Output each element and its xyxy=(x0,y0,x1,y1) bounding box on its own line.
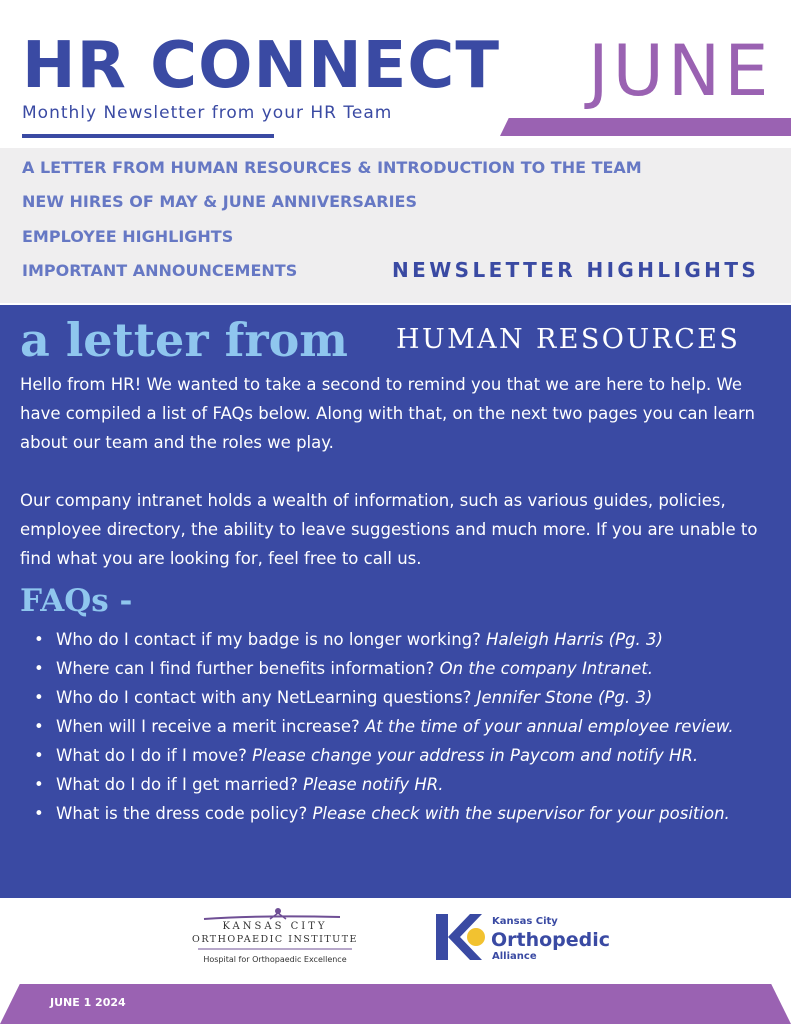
faqs-title: FAQs - xyxy=(20,583,133,619)
subtitle-underline xyxy=(22,134,274,138)
bullet: • xyxy=(34,775,44,794)
letter-paragraph: Our company intranet holds a wealth of information, such as various guides, policies, employee directory, the ability to leave suggestions and much more. If you are unable to find what you are looking for, feel free to call us. xyxy=(20,491,758,568)
bullet: • xyxy=(34,688,44,707)
kcoa-logo xyxy=(436,910,636,966)
kcoa-line1: Kansas City xyxy=(492,916,558,927)
faq-question: Who do I contact with any NetLearning questions? xyxy=(56,688,477,707)
kcoi-line3: Hospital for Orthopaedic Excellence xyxy=(203,955,347,964)
bullet: • xyxy=(34,659,44,678)
bullet: • xyxy=(34,717,44,736)
faq-question: When will I receive a merit increase? xyxy=(56,717,365,736)
faq-answer: Please change your address in Paycom and notify HR. xyxy=(252,746,699,765)
letter-heading-script: a letter from xyxy=(20,313,348,367)
kcoi-line1: KANSAS CITY xyxy=(222,921,328,932)
highlight-item: EMPLOYEE HIGHLIGHTS xyxy=(22,227,234,246)
faq-answer: Please check with the supervisor for your position. xyxy=(312,804,730,823)
highlights-title: NEWSLETTER HIGHLIGHTS xyxy=(392,258,760,282)
newsletter-subtitle: Monthly Newsletter from your HR Team xyxy=(22,103,393,123)
faq-question: Where can I find further benefits information? xyxy=(56,659,440,678)
faq-answer: Haleigh Harris (Pg. 3) xyxy=(486,630,663,649)
faq-item xyxy=(34,799,776,828)
footer-date: JUNE 1 2024 xyxy=(50,996,126,1009)
faq-question: What do I do if I get married? xyxy=(56,775,304,794)
bullet: • xyxy=(34,630,44,649)
month-accent-bar xyxy=(500,118,791,136)
faq-question: Who do I contact if my badge is no longer working? xyxy=(56,630,487,649)
kcoa-line3: Alliance xyxy=(492,951,537,962)
faq-answer: On the company Intranet. xyxy=(439,659,653,678)
newsletter-title: HR CONNECT xyxy=(22,29,500,103)
letter-heading-caps: HUMAN RESOURCES xyxy=(396,324,741,355)
faq-item xyxy=(34,625,776,654)
faq-item xyxy=(34,770,776,799)
bullet: • xyxy=(34,746,44,765)
bullet: • xyxy=(34,804,44,823)
kcoa-line2: Orthopedic xyxy=(491,929,611,951)
faq-question: What do I do if I move? xyxy=(56,746,253,765)
faq-answer: Please notify HR. xyxy=(303,775,444,794)
faq-answer: Jennifer Stone (Pg. 3) xyxy=(476,688,653,707)
highlight-item: NEW HIRES OF MAY & JUNE ANNIVERSARIES xyxy=(22,192,417,211)
highlight-item: A LETTER FROM HUMAN RESOURCES & INTRODUCTION TO THE TEAM xyxy=(22,158,642,177)
faq-item xyxy=(34,654,776,683)
faq-item xyxy=(34,741,776,770)
faq-question: What is the dress code policy? xyxy=(56,804,313,823)
kcoi-line2: ORTHOPAEDIC INSTITUTE xyxy=(192,934,358,945)
kcoa-k-icon xyxy=(436,914,448,960)
issue-month: JUNE xyxy=(588,30,773,112)
faq-list xyxy=(34,625,776,828)
faq-item xyxy=(34,712,776,741)
kcoi-logo xyxy=(190,905,360,971)
letter-paragraph: Hello from HR! We wanted to take a second to remind you that we are here to help. We have compiled a list of FAQs below. Along with that, on the next two pages you can learn about our team and the roles we play. xyxy=(20,375,755,452)
faq-answer: At the time of your annual employee review. xyxy=(364,717,734,736)
highlight-item: IMPORTANT ANNOUNCEMENTS xyxy=(22,261,298,280)
faq-item xyxy=(34,683,776,712)
